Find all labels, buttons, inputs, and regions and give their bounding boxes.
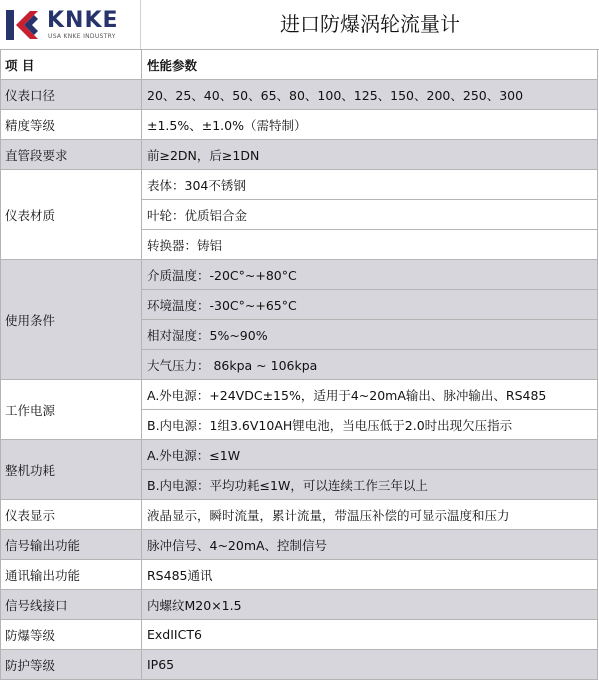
knke-logo-icon (4, 8, 44, 42)
row-value: 大气压力： 86kpa ~ 106kpa (142, 350, 598, 380)
table-row (1, 590, 598, 620)
table-row (1, 260, 598, 290)
row-value: 液晶显示，瞬时流量，累计流量，带温压补偿的可显示温度和压力 (142, 500, 598, 530)
logo-wordmark: KNKE (47, 8, 119, 33)
table-header-row (1, 50, 598, 80)
row-label: 信号线接口 (1, 590, 142, 620)
row-label: 防护等级 (1, 650, 142, 680)
row-value: 相对湿度：5%~90% (142, 320, 598, 350)
page-title: 进口防爆涡轮流量计 (280, 12, 460, 36)
row-value: 介质温度：-20C°~+80°C (142, 260, 598, 290)
table-row (1, 560, 598, 590)
table-row (1, 620, 598, 650)
row-value: A.外电源：+24VDC±15%，适用于4~20mA输出、脉冲输出、RS485 (142, 380, 598, 410)
table-row (1, 80, 598, 110)
row-label: 直管段要求 (1, 140, 142, 170)
table-row (1, 530, 598, 560)
spec-table (0, 49, 598, 680)
row-value: 脉冲信号、4~20mA、控制信号 (142, 530, 598, 560)
row-label: 仪表口径 (1, 80, 142, 110)
row-value: 转换器：铸铝 (142, 230, 598, 260)
table-row (1, 380, 598, 410)
row-label: 通讯输出功能 (1, 560, 142, 590)
header (0, 0, 599, 50)
logo-tagline: USA KNKE INDUSTRY (48, 33, 116, 40)
row-label: 仪表显示 (1, 500, 142, 530)
row-value: B.内电源：1组3.6V10AH锂电池，当电压低于2.0时出现欠压指示 (142, 410, 598, 440)
header-item: 项 目 (1, 50, 142, 80)
table-row (1, 140, 598, 170)
row-value: IP65 (142, 650, 598, 680)
table-row (1, 440, 598, 470)
row-value: 20、25、40、50、65、80、100、125、150、200、250、300 (142, 80, 598, 110)
row-value: RS485通讯 (142, 560, 598, 590)
row-label: 整机功耗 (1, 440, 142, 500)
row-value: 叶轮：优质铝合金 (142, 200, 598, 230)
row-label: 使用条件 (1, 260, 142, 380)
row-value: ExdIICT6 (142, 620, 598, 650)
row-label: 信号输出功能 (1, 530, 142, 560)
row-value: A.外电源：≤1W (142, 440, 598, 470)
row-label: 精度等级 (1, 110, 142, 140)
table-row (1, 650, 598, 680)
row-label: 工作电源 (1, 380, 142, 440)
row-value: 前≥2DN，后≥1DN (142, 140, 598, 170)
logo (0, 0, 141, 49)
row-value: B.内电源：平均功耗≤1W，可以连续工作三年以上 (142, 470, 598, 500)
table-row (1, 500, 598, 530)
row-label: 仪表材质 (1, 170, 142, 260)
row-value: 环境温度：-30C°~+65°C (142, 290, 598, 320)
table-row (1, 110, 598, 140)
row-value: 内螺纹M20×1.5 (142, 590, 598, 620)
row-label: 防爆等级 (1, 620, 142, 650)
row-value: 表体：304不锈钢 (142, 170, 598, 200)
header-params: 性能参数 (142, 50, 598, 80)
table-row (1, 170, 598, 200)
row-value: ±1.5%、±1.0%（需特制） (142, 110, 598, 140)
